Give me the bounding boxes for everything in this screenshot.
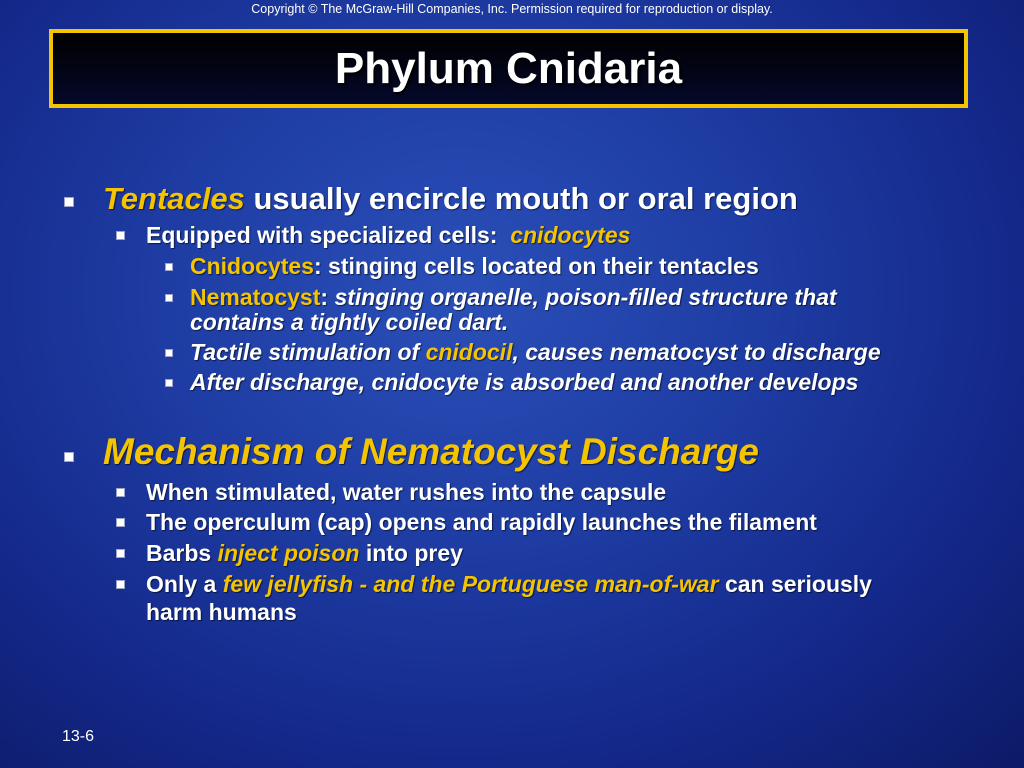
sub-bullet-text: into prey: [359, 540, 463, 566]
bullet-square-icon: [165, 349, 173, 357]
section2-heading: Mechanism of Nematocyst Discharge: [103, 431, 759, 472]
highlight-term: inject poison: [217, 540, 360, 566]
highlight-term: few jellyfish - and the Portuguese man-of-war: [222, 571, 719, 597]
sub-bullet-text: Barbs: [146, 540, 218, 566]
bullet-square-icon: [116, 580, 125, 589]
item-cnidocytes: [190, 253, 759, 280]
bullet-square-icon: [64, 197, 74, 207]
item-tactile-stimulation: [190, 339, 881, 366]
sub-bullet-text: can seriously: [718, 571, 872, 597]
bullet-square-icon: [116, 488, 125, 497]
item-after-discharge: After discharge, cnidocyte is absorbed and another develops: [190, 369, 859, 395]
sub-bullet-text: Equipped with specialized cells:: [146, 222, 511, 248]
item-text: :: [320, 284, 335, 310]
title-box: [49, 29, 968, 108]
sub-bullet-operculum: The operculum (cap) opens and rapidly launches the filament: [146, 509, 817, 535]
copyright-notice: Copyright © The McGraw-Hill Companies, Inc. Permission required for reproduction or display.: [251, 2, 773, 16]
section1-heading: [103, 181, 798, 217]
sub-bullet-specialized-cells: [146, 222, 630, 249]
sub-bullet-barbs: [146, 540, 463, 567]
item-text: , causes nematocyst to discharge: [512, 339, 881, 365]
item-nematocyst-line2: contains a tightly coiled dart.: [190, 309, 509, 335]
highlight-term: Nematocyst: [190, 284, 321, 310]
highlight-term: Cnidocytes: [190, 253, 314, 279]
item-text: Tactile stimulation of: [190, 339, 426, 365]
slide-title: Phylum Cnidaria: [334, 43, 683, 93]
bullet-square-icon: [116, 549, 125, 558]
bullet-square-icon: [116, 231, 125, 240]
highlight-term: Tentacles: [103, 181, 245, 216]
sub-bullet-water-rushes: When stimulated, water rushes into the capsule: [146, 479, 667, 505]
item-text-italic: stinging organelle, poison-filled structure that: [334, 284, 837, 310]
bullet-square-icon: [165, 379, 173, 387]
sub-bullet-harm-humans: [146, 571, 872, 598]
item-nematocyst: [190, 284, 837, 311]
bullet-square-icon: [165, 263, 173, 271]
bullet-square-icon: [165, 294, 173, 302]
page-number: 13-6: [62, 728, 95, 745]
bullet-square-icon: [116, 518, 125, 527]
heading-text: usually encircle mouth or oral region: [244, 181, 798, 216]
highlight-term: cnidocytes: [510, 222, 631, 248]
highlight-term: cnidocil: [425, 339, 513, 365]
sub-bullet-text: Only a: [146, 571, 223, 597]
item-text: : stinging cells located on their tentacles: [313, 253, 759, 279]
bullet-square-icon: [64, 452, 74, 462]
sub-bullet-harm-humans-line2: harm humans: [146, 599, 297, 625]
